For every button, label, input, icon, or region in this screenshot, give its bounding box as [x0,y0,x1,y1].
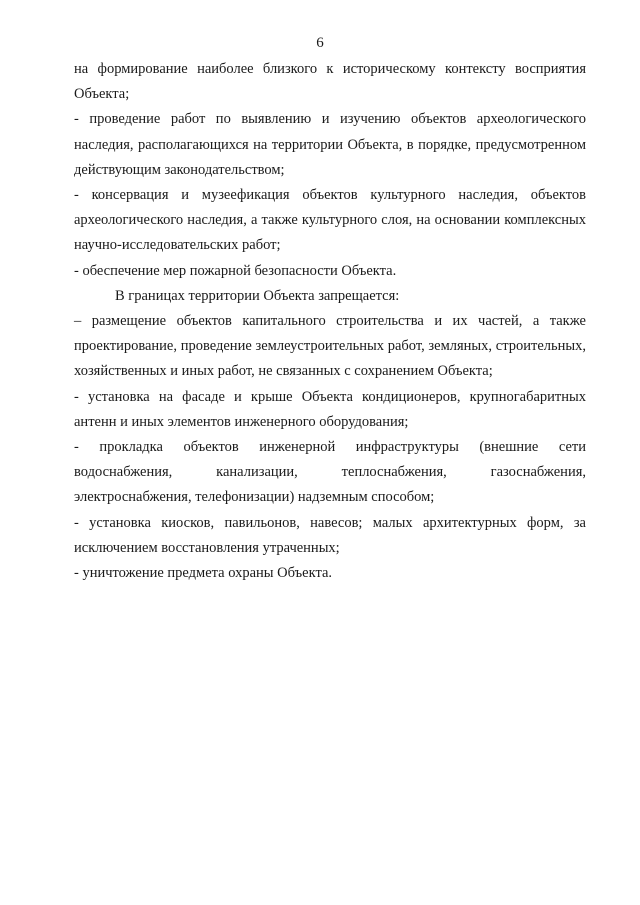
document-body [74,57,586,586]
paragraph-context-continuation: на формирование наиболее близкого к историческому контексту восприятия Объекта; [74,61,586,103]
list-item-infrastructure-prohibition: - прокладка объектов инженерной инфраструктуры (внешние сети водоснабжения, канализации, теплоснабжения, газоснабжения, электроснабжения, телефонизации) надземным способом; [74,439,586,506]
list-item-destruction-prohibition: - уничтожение предмета охраны Объекта. [74,565,333,582]
prohibitions-heading: В границах территории Объекта запрещается: [115,287,400,304]
list-item-kiosks-prohibition: - установка киосков, павильонов, навесов; малых архитектурных форм, за исключением восстановления утраченных; [74,514,586,556]
list-item-conservation-museumification: - консервация и музеефикация объектов культурного наследия, объектов археологического наследия, а также культурного слоя, на основании комплексных научно-исследовательских работ; [74,187,586,254]
list-item-fire-safety: - обеспечение мер пожарной безопасности Объекта. [74,262,397,279]
page-number: 6 [316,35,324,51]
list-item-equipment-prohibition: - установка на фасаде и крыше Объекта кондиционеров, крупногабаритных антенн и иных элементов инженерного оборудования; [74,388,586,430]
list-item-construction-prohibition: – размещение объектов капитального строительства и их частей, а также проектирование, проведение землеустроительных работ, земляных, строительных, хозяйственных и иных работ, не связанных с сохранением Объекта; [74,313,586,380]
list-item-archaeological-works: - проведение работ по выявлению и изучению объектов археологического наследия, располагающихся на территории Объекта, в порядке, предусмотренном действующим законодательством; [74,111,586,178]
